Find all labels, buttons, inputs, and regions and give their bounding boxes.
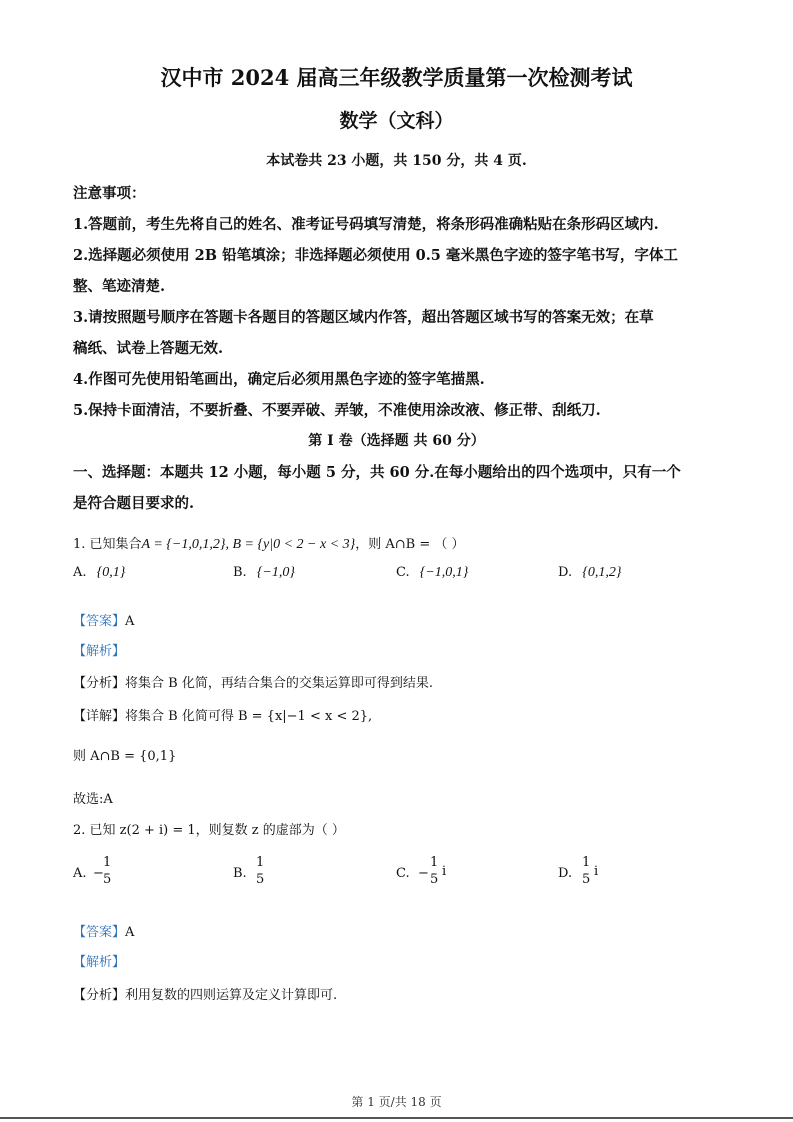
fraction-denominator: 5	[430, 872, 439, 887]
choice-d-fraction	[582, 854, 590, 888]
choice-d	[558, 565, 621, 581]
answer-line	[73, 921, 134, 940]
choice-label: A.	[73, 565, 87, 580]
fenxi-tag: 【分析】	[73, 988, 126, 1003]
fraction-denominator: 5	[103, 872, 112, 887]
detail-line	[73, 705, 372, 724]
choice-c-label: C.	[396, 866, 410, 881]
analysis-tag: 【解析】	[73, 955, 126, 970]
analysis-tag: 【解析】	[73, 644, 126, 659]
note-line: 3.请按照题号顺序在答题卡各题目的答题区域内作答，超出答题区域书写的答案无效；在草	[73, 309, 654, 326]
note-line: 5.保持卡面清洁，不要折叠、不要弄破、弄皱，不准使用涂改液、修正带、刮纸刀.	[73, 402, 601, 419]
analysis-line	[73, 951, 125, 970]
choice-d-suffix: i	[594, 864, 599, 879]
notes-heading: 注意事项：	[73, 185, 146, 202]
note-line: 4.作图可先使用铅笔画出，确定后必须用黑色字迹的签字笔描黑.	[73, 371, 485, 388]
fenxi-text: 利用复数的四则运算及定义计算即可.	[125, 988, 338, 1003]
answer-tag: 【答案】	[73, 614, 126, 629]
fenxi-line	[73, 672, 433, 691]
fenxi-text: 将集合 B 化简，再结合集合的交集运算即可得到结果.	[125, 676, 433, 691]
choice-a-label: A.	[73, 866, 87, 881]
fraction-numerator: 1	[430, 855, 439, 870]
section-instructions: 一、选择题：本题共 12 小题，每小题 5 分，共 60 分.在每小题给出的四个选项中，只有一个	[73, 464, 681, 481]
fraction-numerator: 1	[582, 855, 591, 870]
question-1-prefix: 1. 已知集合	[73, 537, 142, 552]
choice-label: B.	[233, 565, 247, 580]
analysis-line	[73, 640, 125, 659]
choice-value: {0,1,2}	[582, 565, 622, 580]
result-line: 则 A∩B = {0,1}	[73, 749, 177, 764]
note-line: 2.选择题必须使用 2B 铅笔填涂；非选择题必须使用 0.5 毫米黑色字迹的签字笔书写，字体工	[73, 247, 678, 264]
choose-line: 故选:A	[73, 792, 113, 807]
answer-line	[73, 610, 134, 629]
fenxi-tag: 【分析】	[73, 676, 126, 691]
choice-c	[396, 565, 468, 581]
choice-a	[73, 565, 125, 581]
fraction-numerator: 1	[103, 855, 112, 870]
choice-value: {−1,0}	[256, 565, 295, 580]
choice-a-fraction	[103, 854, 111, 888]
fraction-denominator: 5	[582, 872, 591, 887]
fraction-numerator: 1	[256, 855, 265, 870]
answer-tag: 【答案】	[73, 925, 126, 940]
choice-c-sign: −	[418, 866, 429, 881]
footer-divider	[0, 1117, 793, 1119]
question-1	[73, 533, 465, 553]
choice-value: {−1,0,1}	[419, 565, 469, 580]
note-line: 1.答题前，考生先将自己的姓名、准考证号码填写清楚，将条形码准确粘贴在条形码区域内.	[73, 216, 659, 233]
choice-a-sign: −	[93, 866, 104, 881]
note-line: 稿纸、试卷上答题无效.	[73, 340, 224, 357]
section-instructions: 是符合题目要求的.	[73, 495, 195, 512]
page-title: 汉中市 2024 届高三年级教学质量第一次检测考试	[160, 65, 633, 90]
choice-c-suffix: i	[442, 864, 447, 879]
exam-info: 本试卷共 23 小题，共 150 分，共 4 页.	[266, 153, 527, 169]
answer-value: A	[125, 925, 135, 940]
choice-b-fraction	[256, 854, 264, 888]
detail-text: 将集合 B 化简可得 B = {x|−1 < x < 2},	[125, 709, 373, 724]
question-2: 2. 已知 z(2 + i) = 1，则复数 z 的虚部为（ ）	[73, 823, 345, 838]
answer-value: A	[125, 614, 135, 629]
choice-b	[233, 565, 295, 581]
choice-d-label: D.	[558, 866, 573, 881]
choice-label: C.	[396, 565, 410, 580]
question-1-suffix: ，则 A∩B = （ ）	[355, 537, 465, 552]
note-line: 整、笔迹清楚.	[73, 278, 166, 295]
fenxi-line	[73, 984, 337, 1003]
choice-label: D.	[558, 565, 573, 580]
page-subtitle: 数学（文科）	[339, 110, 454, 132]
choice-b-label: B.	[233, 866, 247, 881]
choice-value: {0,1}	[96, 565, 126, 580]
question-1-math: A = {−1,0,1,2}, B = {y|0 < 2 − x < 3}	[141, 537, 356, 552]
page-number: 第 1 页/共 18 页	[351, 1095, 442, 1109]
detail-tag: 【详解】	[73, 709, 126, 724]
choice-c-fraction	[430, 854, 438, 888]
section-title: 第 I 卷（选择题 共 60 分）	[308, 433, 485, 449]
fraction-denominator: 5	[256, 872, 265, 887]
